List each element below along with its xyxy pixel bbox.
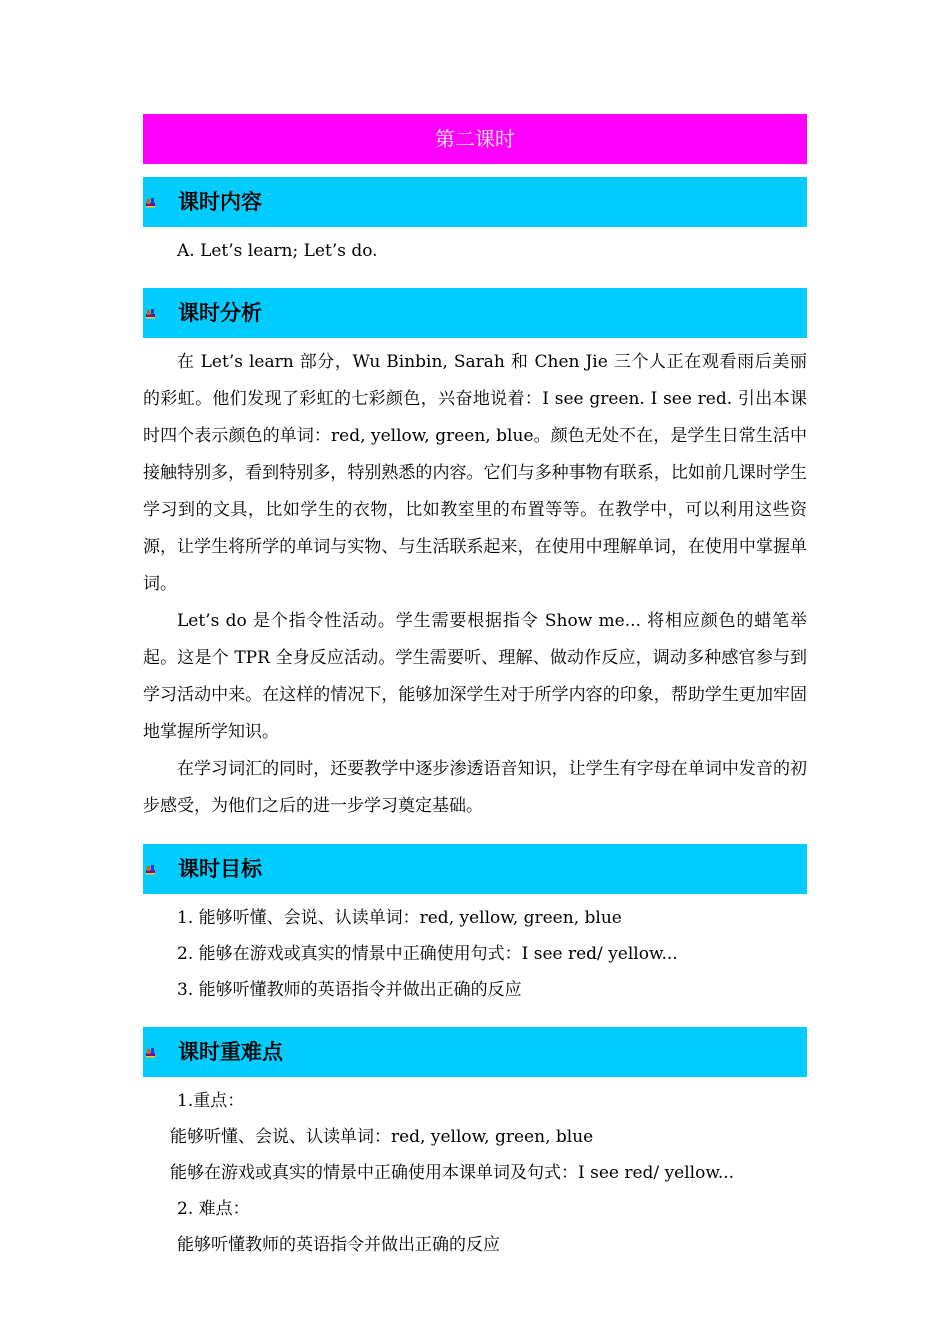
document-page	[143, 114, 807, 1269]
objective-item: 1. 能够听懂、会说、认读单词：red, yellow, green, blue	[177, 908, 622, 928]
section-body-analysis	[143, 338, 807, 831]
section-title: 课时分析	[178, 301, 262, 325]
section-header-objectives	[143, 844, 807, 894]
section-body-objectives	[143, 894, 807, 1014]
objective-item: 3. 能够听懂教师的英语指令并做出正确的反应	[177, 980, 522, 1000]
section-title: 课时目标	[178, 857, 262, 881]
content-line: A. Let’s learn; Let’s do.	[177, 241, 378, 261]
analysis-paragraph: 在 Let’s learn 部分，Wu Binbin, Sarah 和 Chen Jie 三个人正在观看雨后美丽的彩虹。他们发现了彩虹的七彩颜色，兴奋地说着：I see green. I see red. 引出本课时四个表示颜色的单词：red, yellow, green, blue。颜色无处不在，是学生日常生活中接触特别多，看到特别多，特别熟悉的内容。它们与多种事物有联系，比如前几课时学生学习到的文具，比如学生的衣物，比如教室里的布置等等。在教学中，可以利用这些资源，让学生将所学的单词与实物、与生活联系起来，在使用中理解单词，在使用中掌握单词。	[143, 352, 807, 594]
section-body-content	[143, 227, 807, 275]
difficulty-item: 能够听懂教师的英语指令并做出正确的反应	[177, 1235, 500, 1255]
objective-item: 2. 能够在游戏或真实的情景中正确使用句式：I see red/ yellow...	[177, 944, 678, 964]
section-title: 课时重难点	[178, 1040, 283, 1064]
lesson-title: 第二课时	[435, 127, 515, 151]
key-item: 能够听懂、会说、认读单词：red, yellow, green, blue	[170, 1127, 594, 1147]
key-item: 能够在游戏或真实的情景中正确使用本课单词及句式：I see red/ yellow...	[170, 1163, 735, 1183]
section-title: 课时内容	[178, 190, 262, 214]
key-label: 1.重点：	[177, 1091, 245, 1111]
analysis-paragraph: Let’s do 是个指令性活动。学生需要根据指令 Show me... 将相应颜色的蜡笔举起。这是个 TPR 全身反应活动。学生需要听、理解、做动作反应，调动多种感官参与到学习活动中来。在这样的情况下，能够加深学生对于所学内容的印象，帮助学生更加牢固地掌握所学知识。	[143, 611, 807, 742]
section-header-key-points	[143, 1027, 807, 1077]
book-bullet-icon	[145, 308, 156, 319]
section-header-analysis	[143, 288, 807, 338]
section-header-content	[143, 177, 807, 227]
book-bullet-icon	[145, 1047, 156, 1058]
analysis-paragraph: 在学习词汇的同时，还要教学中逐步渗透语音知识，让学生有字母在单词中发音的初步感受，为他们之后的进一步学习奠定基础。	[143, 759, 807, 816]
section-body-key-points	[143, 1077, 807, 1269]
lesson-title-bar	[143, 114, 807, 164]
book-bullet-icon	[145, 864, 156, 875]
book-bullet-icon	[145, 197, 156, 208]
difficulty-label: 2. 难点：	[177, 1199, 250, 1219]
